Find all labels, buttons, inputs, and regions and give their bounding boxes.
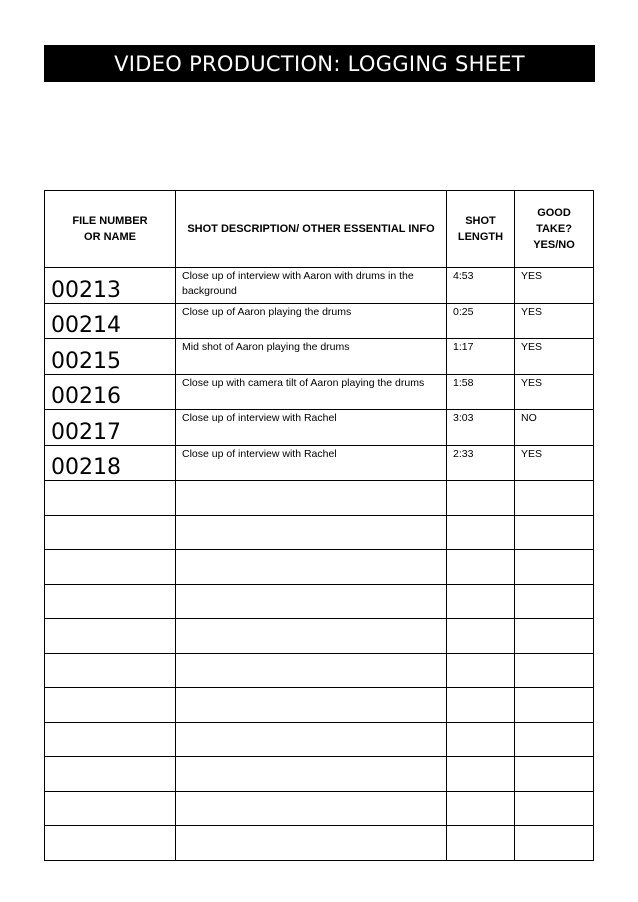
empty-cell[interactable] [176,826,447,861]
file-number-cell [45,339,176,375]
logging-table [44,190,594,861]
good-take: YES [515,303,594,339]
header-good-line-2: TAKE? [536,223,572,235]
empty-cell[interactable] [45,619,176,654]
shot-description: Close up of interview with Aaron with drums in the background [176,268,447,304]
empty-cell[interactable] [447,722,515,757]
empty-row [45,722,594,757]
shot-description: Close up with camera tilt of Aaron playing the drums [176,374,447,410]
shot-description: Mid shot of Aaron playing the drums [176,339,447,375]
empty-cell[interactable] [515,722,594,757]
file-number: 00216 [51,384,121,409]
file-number-cell [45,445,176,481]
empty-row [45,757,594,792]
empty-cell[interactable] [176,481,447,516]
empty-row [45,791,594,826]
file-number-cell [45,374,176,410]
empty-cell[interactable] [45,826,176,861]
empty-cell[interactable] [45,481,176,516]
empty-cell[interactable] [45,757,176,792]
empty-cell[interactable] [515,550,594,585]
empty-row [45,688,594,723]
table-row [45,303,594,339]
empty-cell[interactable] [45,584,176,619]
empty-cell[interactable] [176,619,447,654]
file-number-cell [45,268,176,304]
file-number: 00218 [51,455,121,480]
empty-cell[interactable] [176,757,447,792]
empty-cell[interactable] [176,688,447,723]
header-length-line-2: LENGTH [457,231,504,243]
file-number: 00213 [51,277,121,303]
file-number-cell [45,410,176,446]
empty-cell[interactable] [515,653,594,688]
empty-row [45,481,594,516]
shot-length: 3:03 [447,410,515,446]
header-file-line-2: OR NAME [84,231,136,243]
empty-cell[interactable] [447,653,515,688]
empty-cell[interactable] [447,584,515,619]
table-row [45,410,594,446]
empty-cell[interactable] [515,515,594,550]
shot-length: 1:58 [447,374,515,410]
header-file-line-1: FILE NUMBER [72,215,148,227]
table-row [45,374,594,410]
good-take: YES [515,374,594,410]
empty-row [45,619,594,654]
empty-cell[interactable] [176,791,447,826]
shot-length: 1:17 [447,339,515,375]
header-file-number [45,191,176,268]
empty-row [45,653,594,688]
empty-cell[interactable] [447,481,515,516]
file-number: 00215 [51,348,121,374]
empty-cell[interactable] [45,722,176,757]
header-good-line-1: GOOD [537,207,571,219]
empty-cell[interactable] [447,791,515,826]
empty-cell[interactable] [447,550,515,585]
shot-length: 4:53 [447,268,515,304]
log-body [45,268,594,861]
good-take: NO [515,410,594,446]
shot-description: Close up of Aaron playing the drums [176,303,447,339]
header-good-take [515,191,594,268]
empty-cell[interactable] [176,722,447,757]
empty-row [45,584,594,619]
empty-row [45,550,594,585]
good-take: YES [515,445,594,481]
shot-description: Close up of interview with Rachel [176,410,447,446]
file-number: 00214 [51,313,121,338]
header-good-line-3: YES/NO [533,239,575,251]
empty-cell[interactable] [447,619,515,654]
header-row [45,191,594,268]
shot-description: Close up of interview with Rachel [176,445,447,481]
header-description-text: SHOT DESCRIPTION/ OTHER ESSENTIAL INFO [187,223,435,235]
table-row [45,445,594,481]
empty-cell[interactable] [515,481,594,516]
empty-cell[interactable] [45,688,176,723]
sheet-title: VIDEO PRODUCTION: LOGGING SHEET [44,45,595,82]
empty-cell[interactable] [515,791,594,826]
empty-cell[interactable] [515,688,594,723]
empty-cell[interactable] [447,757,515,792]
table-row [45,268,594,304]
empty-cell[interactable] [515,826,594,861]
empty-cell[interactable] [45,653,176,688]
empty-row [45,826,594,861]
empty-cell[interactable] [176,653,447,688]
empty-cell[interactable] [515,619,594,654]
empty-cell[interactable] [515,584,594,619]
good-take: YES [515,268,594,304]
file-number: 00217 [51,419,121,445]
good-take: YES [515,339,594,375]
empty-cell[interactable] [447,826,515,861]
empty-cell[interactable] [447,688,515,723]
empty-cell[interactable] [176,550,447,585]
empty-cell[interactable] [515,757,594,792]
header-shot-length [447,191,515,268]
empty-cell[interactable] [176,584,447,619]
empty-cell[interactable] [45,550,176,585]
empty-cell[interactable] [176,515,447,550]
table-row [45,339,594,375]
shot-length: 2:33 [447,445,515,481]
file-number-cell [45,303,176,339]
empty-row [45,515,594,550]
header-length-line-1: SHOT [465,215,496,227]
empty-cell[interactable] [45,791,176,826]
empty-cell[interactable] [447,515,515,550]
shot-length: 0:25 [447,303,515,339]
header-shot-description [176,191,447,268]
empty-cell[interactable] [45,515,176,550]
